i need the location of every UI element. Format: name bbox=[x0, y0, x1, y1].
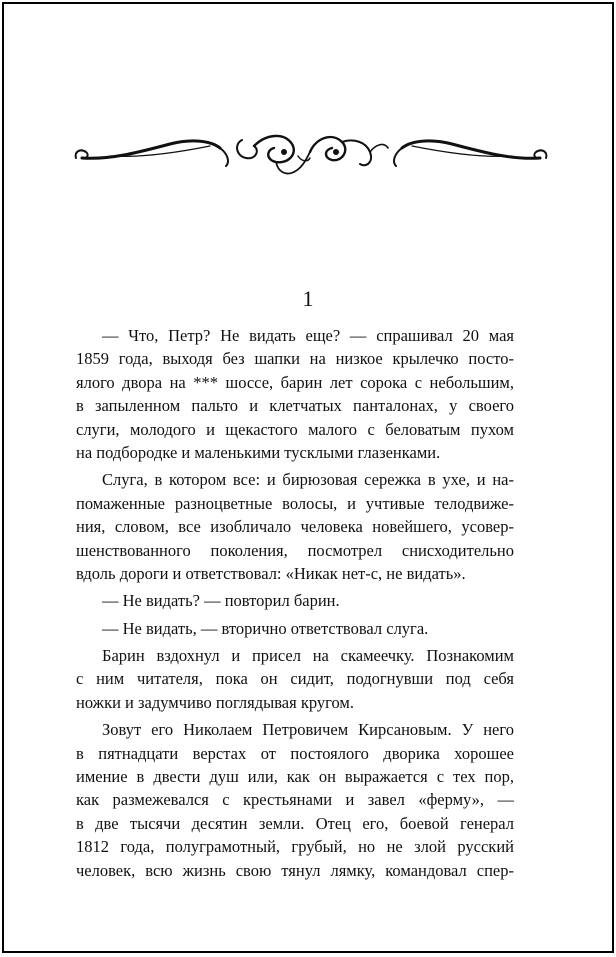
text-line: человек, всю жизнь свою тянул лямку, командовал спер- bbox=[76, 860, 514, 880]
text-line: помаженные разноцветные волосы, и учтивые телодвиже- bbox=[76, 493, 514, 513]
text-line: Слуга, в котором все: и бирюзовая сережка в ухе, и на- bbox=[102, 470, 514, 490]
body-text bbox=[76, 324, 514, 882]
text-line: в две тысячи десятин земли. Отец его, боевой генерал bbox=[76, 813, 514, 833]
text-line: в запыленном пальто и клетчатых панталонах, у своего bbox=[76, 396, 514, 416]
text-line: — Что, Петр? Не видать еще? — спрашивал 20 мая bbox=[102, 326, 514, 345]
paragraph bbox=[76, 468, 514, 585]
flourish-ornament bbox=[70, 122, 552, 182]
text-line: — Не видать? — повторил барин. bbox=[102, 591, 340, 611]
text-line: Зовут его Николаем Петровичем Кирсановым. У него bbox=[102, 720, 514, 740]
text-line: ножки и задумчиво поглядывая кругом. bbox=[76, 692, 354, 712]
text-line: 1859 года, выходя без шапки на низкое крылечко посто- bbox=[76, 349, 514, 369]
paragraph bbox=[76, 324, 514, 464]
text-line: — Не видать, — вторично ответствовал слуга. bbox=[102, 618, 429, 638]
paragraph bbox=[76, 718, 514, 882]
chapter-number: 1 bbox=[302, 286, 314, 311]
text-line: Барин вздохнул и присел на скамеечку. Познакомим bbox=[102, 646, 514, 666]
text-line: в пятнадцати верстах от постоялого дворика хорошее bbox=[76, 743, 514, 763]
text-line: на подбородке и маленькими тусклыми глазенками. bbox=[76, 442, 441, 462]
paragraph bbox=[76, 617, 514, 640]
paragraph bbox=[76, 644, 514, 714]
text-line: слуги, молодого и щекастого малого с беловатым пухом bbox=[76, 419, 514, 439]
text-line: ялого двора на *** шоссе, барин лет сорока с небольшим, bbox=[76, 372, 514, 392]
book-page bbox=[2, 2, 614, 953]
text-line: имение в двести душ или, как он выражается с тех пор, bbox=[76, 767, 514, 787]
text-line: как размежевался с крестьянами и завел «ферму», — bbox=[76, 790, 514, 810]
text-line: с ним читателя, пока он сидит, подогнувши под себя bbox=[76, 669, 514, 689]
text-line: шенствованного поколения, посмотрел снисходительно bbox=[76, 540, 514, 560]
paragraph bbox=[76, 589, 514, 612]
text-line: 1812 года, полуграмотный, грубый, но не злой русский bbox=[76, 837, 514, 857]
text-line: вдоль дороги и ответствовал: «Никак нет-с, не видать». bbox=[76, 563, 466, 583]
text-line: ния, словом, все изобличало человека новейшего, усовер- bbox=[76, 517, 514, 537]
